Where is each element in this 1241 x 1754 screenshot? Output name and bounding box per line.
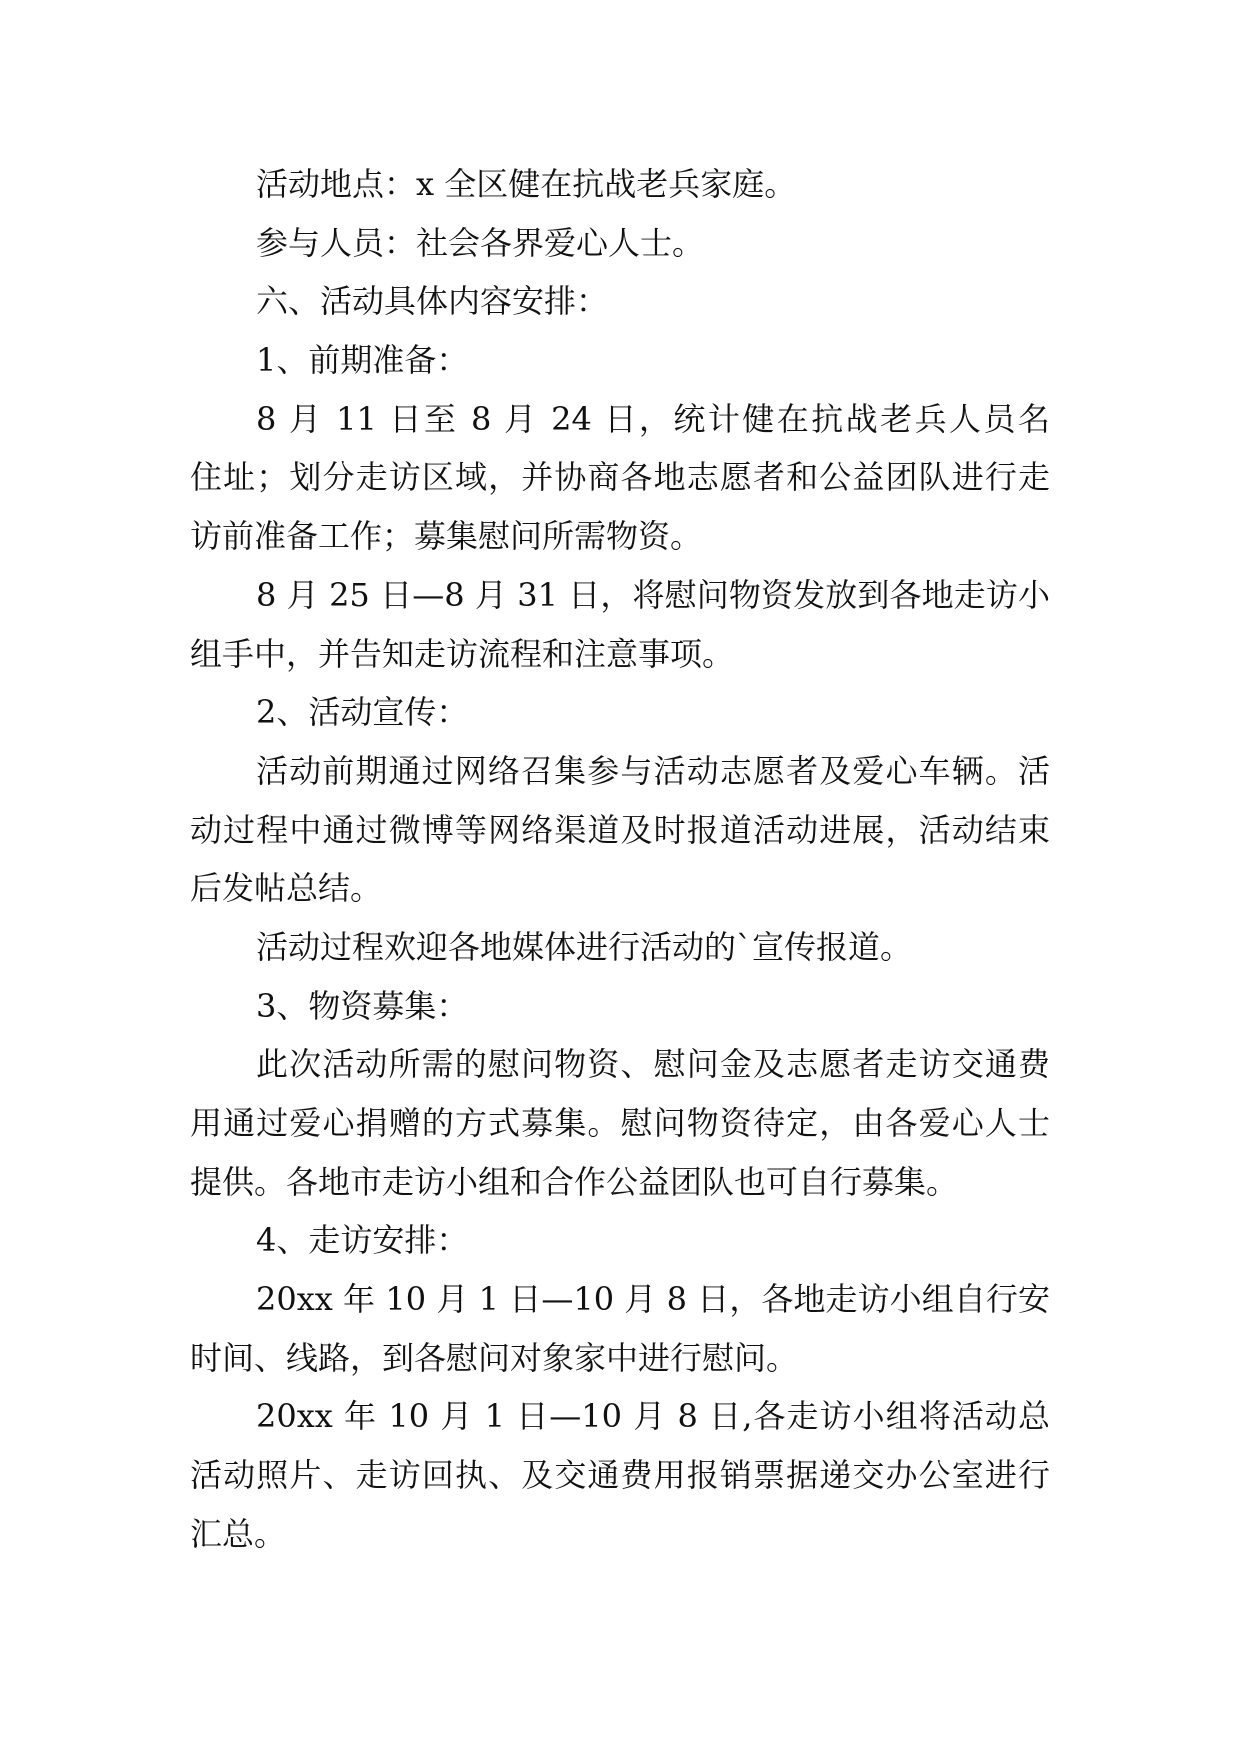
text-line: 8 月 11 日至 8 月 24 日，统计健在抗战老兵人员名 [256, 399, 1050, 438]
text-line: 时间、线路，到各慰问对象家中进行慰问。 [190, 1338, 799, 1377]
text-line: 后发帖总结。 [190, 869, 383, 908]
paragraph-media-welcome [190, 918, 1050, 977]
text-line: 六、活动具体内容安排： [256, 282, 609, 321]
text-line: 8 月 25 日—8 月 31 日，将慰问物资发放到各地走访小 [256, 575, 1050, 614]
text-line: 用通过爱心捐赠的方式募集。慰问物资待定，由各爱心人士 [190, 1104, 1050, 1142]
text-line: 活动地点：x 全区健在抗战老兵家庭。 [256, 165, 797, 203]
text-line: 活动前期通过网络召集参与活动志愿者及爱心车辆。活 [256, 751, 1050, 790]
paragraph-preparation-schedule-2 [190, 566, 1050, 683]
text-line: 汇总。 [190, 1514, 287, 1553]
text-line: 参与人员：社会各界爱心人士。 [256, 223, 705, 262]
subheading-preparation [190, 331, 1050, 390]
text-line: 2、活动宣传： [256, 693, 469, 732]
document-body [190, 155, 1050, 1564]
text-line: 组手中，并告知走访流程和注意事项。 [190, 634, 735, 673]
section-heading-content-arrangement [190, 272, 1050, 331]
paragraph-participants [190, 214, 1050, 273]
text-line: 动过程中通过微博等网络渠道及时报道活动进展，活动结束 [190, 810, 1050, 849]
subheading-fundraising [190, 977, 1050, 1036]
paragraph-visit-schedule-2 [190, 1387, 1050, 1563]
paragraph-activity-location [190, 155, 1050, 214]
text-line: 提供。各地市走访小组和合作公益团队也可自行募集。 [190, 1162, 959, 1201]
subheading-publicity [190, 683, 1050, 742]
subheading-visit-arrangement [190, 1211, 1050, 1270]
text-line: 1、前期准备： [256, 341, 469, 380]
paragraph-publicity-details [190, 742, 1050, 918]
text-line: 活动过程欢迎各地媒体进行活动的`宣传报道。 [256, 927, 913, 966]
text-line: 访前准备工作；募集慰问所需物资。 [190, 517, 703, 556]
text-line: 3、物资募集： [256, 986, 469, 1025]
paragraph-visit-schedule-1 [190, 1270, 1050, 1387]
text-line: 此次活动所需的慰问物资、慰问金及志愿者走访交通费 [256, 1045, 1050, 1084]
paragraph-preparation-schedule-1 [190, 390, 1050, 566]
text-line: 住址；划分走访区域，并协商各地志愿者和公益团队进行走 [190, 458, 1050, 497]
text-line: 20xx 年 10 月 1 日—10 月 8 日，各地走访小组自行安 [256, 1280, 1050, 1319]
text-line: 活动照片、走访回执、及交通费用报销票据递交办公室进行 [190, 1456, 1050, 1495]
text-line: 20xx 年 10 月 1 日—10 月 8 日,各走访小组将活动总 [256, 1397, 1050, 1436]
text-line: 4、走访安排： [256, 1221, 469, 1260]
paragraph-fundraising-details [190, 1035, 1050, 1211]
